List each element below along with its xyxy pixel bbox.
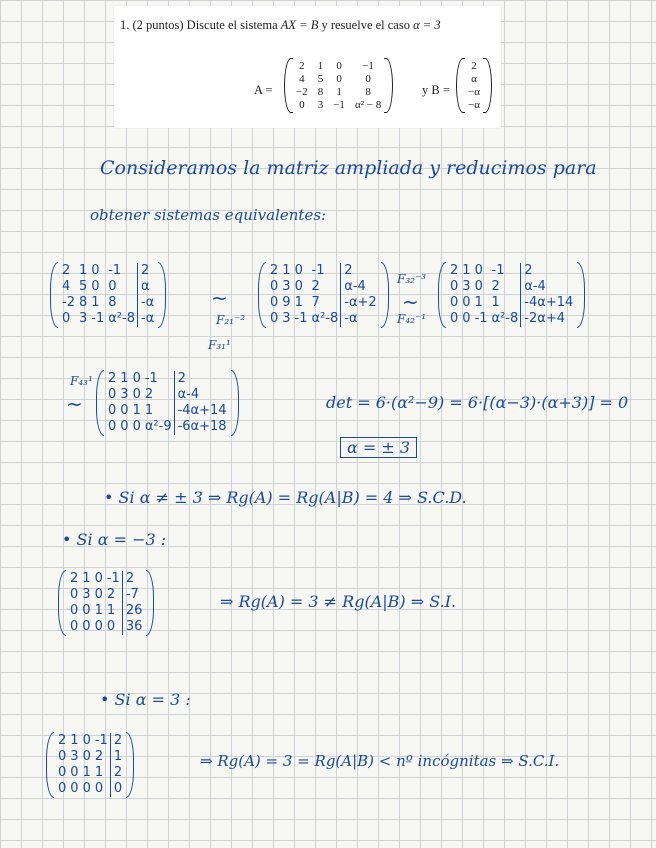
augmented-matrix-cell: 2 [340,263,378,279]
matrix-m4 [96,370,239,436]
augmented-matrix-cell: 0 [58,749,67,764]
augmented-matrix-cell: 0 [474,279,483,294]
augmented-matrix-cell: 1 [106,603,116,618]
alpha-values-boxed: α = ± 3 [340,437,417,458]
augmented-matrix-cell: 0 [70,587,79,602]
augmented-matrix-cell: 1 [282,263,291,278]
augmented-matrix-cell: -1 [474,311,488,326]
case-alpha-3-title: • Si α = 3 : [100,690,191,709]
matrix-b-cell: −α [468,86,480,98]
augmented-matrix-cell: 3 [70,749,79,764]
augmented-matrix-cell: α²-8 [311,311,339,326]
matrix-a-cell: α² − 8 [354,99,382,111]
augmented-matrix-cell: -α+2 [340,295,378,311]
augmented-matrix-cell: -4α+14 [520,295,575,311]
augmented-matrix-cell: 2 [144,387,154,402]
augmented-matrix-cell: 0 [294,279,303,294]
augmented-matrix-cell: 26 [122,603,145,619]
augmented-matrix-cell: -1 [91,311,105,326]
op-f43: F₄₃¹ [70,374,93,388]
augmented-matrix-cell: 0 [94,571,103,586]
augmented-matrix-cell: 0 [462,295,471,310]
augmented-matrix-cell: 2 [58,733,67,748]
augmented-matrix-cell: 0 [270,295,279,310]
augmented-matrix-cell: 0 [62,311,71,326]
augmented-matrix-cell: 0 [82,619,91,634]
augmented-matrix-cell: -1 [144,371,158,386]
augmented-matrix-cell: 0 [70,765,79,780]
augmented-matrix-cell: 2 [108,371,117,386]
augmented-matrix-cell: 0 [450,311,459,326]
augmented-matrix-cell: 1 [82,765,91,780]
augmented-matrix-cell: α²-8 [491,311,519,326]
augmented-matrix-cell: 0 [450,279,459,294]
augmented-matrix-cell: 0 [108,419,117,434]
problem-statement [114,6,501,128]
matrix-b [456,58,492,113]
augmented-matrix-cell: 0 [132,419,141,434]
augmented-matrix-cell: 0 [110,781,124,797]
augmented-matrix-cell: -2 [62,295,75,310]
augmented-matrix-cell: 1 [78,263,88,278]
augmented-matrix-cell: 2 [491,279,500,294]
augmented-matrix-cell: 0 [474,263,483,278]
augmented-matrix-cell: 0 [294,263,303,278]
augmented-matrix-cell: 36 [122,619,145,635]
augmented-matrix-cell: 0 [108,403,117,418]
augmented-matrix-cell: 1 [491,295,500,310]
matrix-a-label: A = [254,83,273,97]
augmented-matrix-cell: α-4 [520,279,575,295]
augmented-matrix-cell: 0 [270,311,279,326]
augmented-matrix-cell: 0 [94,587,103,602]
augmented-matrix-cell: -1 [294,311,308,326]
matrix-a-cell: 1 [317,60,324,72]
op-f21: F₂₁⁻² [216,313,246,327]
matrix-b-cell: −α [468,99,480,111]
augmented-matrix-cell: 2 [450,263,459,278]
augmented-matrix-cell: 0 [462,311,471,326]
augmented-matrix-cell: 2 [106,587,116,602]
augmented-matrix-cell: 0 [270,279,279,294]
matrix-m5 [58,570,154,636]
augmented-matrix-cell: 0 [450,295,459,310]
augmented-matrix-cell: 0 [82,733,91,748]
augmented-matrix-cell: 7 [311,295,320,310]
matrix-b-cell: 2 [471,60,477,72]
augmented-matrix-cell: 1 [94,765,104,780]
augmented-matrix-cell: 0 [94,619,103,634]
op-f31: F₃₁¹ [208,338,231,352]
augmented-matrix-cell: 0 [106,619,116,634]
augmented-matrix-cell: 0 [70,619,79,634]
matrix-b-label: y B = [422,83,450,97]
augmented-matrix-cell: 2 [311,279,320,294]
note-line-2: obtener sistemas equivalentes: [90,206,327,224]
matrix-a-cell: 0 [299,99,305,111]
augmented-matrix-cell: 8 [78,295,88,310]
augmented-matrix-cell: 0 [82,781,91,796]
matrix-a-cell: 8 [365,86,371,98]
equivalence-sign-3: ~ [66,392,83,416]
matrix-a-cell: 3 [317,99,324,111]
augmented-matrix-cell: 8 [108,295,117,310]
augmented-matrix-cell: 0 [120,403,129,418]
matrix-a-cell: 0 [336,73,342,85]
augmented-matrix-cell: 1 [91,295,100,310]
augmented-matrix-cell: 1 [82,571,91,586]
augmented-matrix-cell: 0 [70,603,79,618]
augmented-matrix-cell: 3 [78,311,88,326]
matrix-b-cell: α [471,73,477,85]
augmented-matrix-cell: 1 [294,295,303,310]
matrix-m3 [438,262,585,328]
equivalence-sign-2: ~ [402,290,419,314]
augmented-matrix-cell: 1 [462,263,471,278]
augmented-matrix-cell: -1 [94,733,108,748]
augmented-matrix-cell: -1 [491,263,505,278]
note-line-1: Consideramos la matriz ampliada y reducimos para [100,157,597,179]
matrix-a-cell: 8 [317,86,324,98]
augmented-matrix-cell: 0 [132,371,141,386]
matrix-a-cell: 4 [299,73,305,85]
problem-text: 1. (2 puntos) Discute el sistema AX = B y resuelve el caso α = 3 [120,18,441,32]
augmented-matrix-cell: -2α+4 [520,311,575,327]
augmented-matrix-cell: 2 [174,371,229,387]
augmented-matrix-cell: 2 [520,263,575,279]
augmented-matrix-cell: 2 [137,263,156,279]
augmented-matrix-cell: 2 [70,571,79,586]
case-alpha-not-pm3: • Si α ≠ ± 3 ⇒ Rg(A) = Rg(A|B) = 4 ⇒ S.C.D. [104,488,467,507]
augmented-matrix-cell: 0 [91,279,100,294]
matrix-a-cell: 2 [299,60,305,72]
matrix-a-cell: 1 [336,86,342,98]
augmented-matrix-cell: 1 [132,403,141,418]
matrix-m6 [46,732,134,798]
matrix-m1 [50,262,166,328]
augmented-matrix-cell: 2 [110,765,124,781]
matrices-row [114,58,501,126]
augmented-matrix-cell: 2 [110,733,124,749]
augmented-matrix-cell: 0 [82,749,91,764]
augmented-matrix-cell: 3 [82,587,91,602]
augmented-matrix-cell: -α [340,311,378,327]
augmented-matrix-cell: α-4 [174,387,229,403]
matrix-a-cell: −2 [296,86,308,98]
case-alpha-3-result: ⇒ Rg(A) = 3 = Rg(A|B) < nº incógnitas ⇒ S.C.I. [200,752,560,770]
augmented-matrix-cell: -1 [108,263,122,278]
augmented-matrix-cell: 0 [58,781,67,796]
augmented-matrix-cell: 0 [58,765,67,780]
matrix-a-cell: 0 [365,73,371,85]
augmented-matrix-cell: -1 [106,571,120,586]
augmented-matrix-cell: 0 [132,387,141,402]
matrix-a-cell: 0 [336,60,342,72]
augmented-matrix-cell: 1 [110,749,124,765]
augmented-matrix-cell: 3 [462,279,471,294]
augmented-matrix-cell: 0 [91,263,100,278]
augmented-matrix-cell: 5 [78,279,88,294]
augmented-matrix-cell: -α [137,311,156,327]
augmented-matrix-cell: 1 [144,403,154,418]
augmented-matrix-cell: 0 [120,419,129,434]
augmented-matrix-cell: 9 [282,295,291,310]
matrix-a-cell: 5 [317,73,324,85]
augmented-matrix-cell: α-4 [340,279,378,295]
augmented-matrix-cell: -1 [311,263,325,278]
augmented-matrix-cell: 2 [122,571,145,587]
augmented-matrix-cell: 3 [282,311,291,326]
augmented-matrix-cell: 1 [120,371,129,386]
augmented-matrix-cell: α²-8 [108,311,135,326]
augmented-matrix-cell: α [137,279,156,295]
augmented-matrix-cell: -4α+14 [174,403,229,419]
augmented-matrix-cell: 2 [94,749,104,764]
augmented-matrix-cell: 0 [82,603,91,618]
matrix-m2 [258,262,389,328]
augmented-matrix-cell: 1 [474,295,483,310]
determinant: det = 6·(α²−9) = 6·[(α−3)·(α+3)] = 0 [326,393,629,412]
case-alpha-minus3-result: ⇒ Rg(A) = 3 ≠ Rg(A|B) ⇒ S.I. [220,592,457,611]
augmented-matrix-cell: 2 [62,263,71,278]
matrix-a [284,58,393,113]
op-f32: F₃₂⁻³ [397,272,427,286]
augmented-matrix-cell: 1 [94,603,103,618]
matrix-a-cell: −1 [333,99,345,111]
augmented-matrix-cell: 0 [70,781,79,796]
augmented-matrix-cell: α²-9 [144,419,172,434]
augmented-matrix-cell: 0 [108,387,117,402]
augmented-matrix-cell: 2 [270,263,279,278]
augmented-matrix-cell: 0 [94,781,104,796]
augmented-matrix-cell: -6α+18 [174,419,229,435]
case-alpha-minus3-title: • Si α = −3 : [62,530,167,549]
augmented-matrix-cell: 1 [70,733,79,748]
augmented-matrix-cell: 3 [282,279,291,294]
augmented-matrix-cell: 4 [62,279,71,294]
augmented-matrix-cell: -7 [122,587,145,603]
augmented-matrix-cell: 0 [108,279,117,294]
matrix-a-cell: −1 [362,60,374,72]
augmented-matrix-cell: 3 [120,387,129,402]
equivalence-sign-1: ~ [211,286,228,310]
augmented-matrix-cell: -α [137,295,156,311]
op-f42: F₄₂⁻¹ [397,312,427,326]
